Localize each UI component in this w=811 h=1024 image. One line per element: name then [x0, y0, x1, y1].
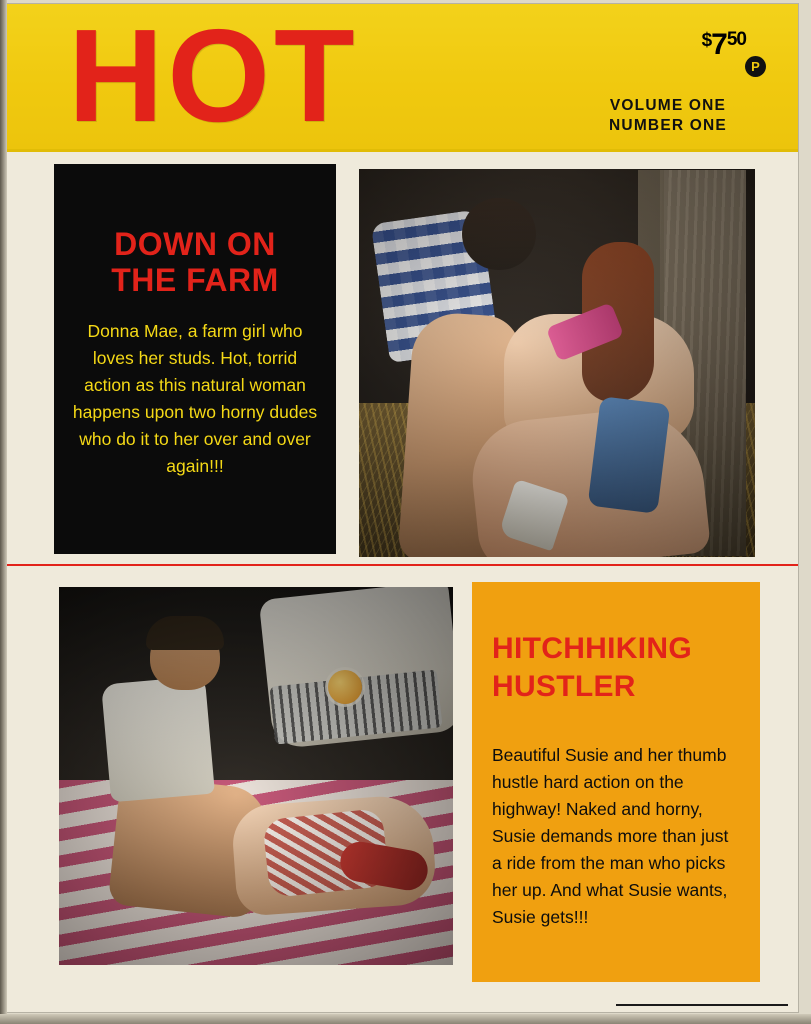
- feature-1-headline: [54, 226, 336, 298]
- roadside-scene-photo: [54, 582, 458, 970]
- feature-1-headline-line-2: THE FARM: [111, 262, 279, 298]
- volume-info: [578, 96, 758, 136]
- price-currency-symbol: $: [701, 30, 712, 51]
- roadside-photo-border: [54, 582, 458, 970]
- feature-down-on-the-farm-panel: [54, 164, 336, 554]
- farm-photo-border: [354, 164, 760, 562]
- feature-hitchhiking-hustler-panel: [472, 582, 760, 982]
- feature-1-headline-line-1: DOWN ON: [114, 226, 276, 262]
- bottom-rule: [616, 1004, 788, 1006]
- feature-1-blurb: Donna Mae, a farm girl who loves her studs. Hot, torrid action as this natural woman happens upon two horny dudes who do it to her over and over again!!!: [72, 321, 318, 476]
- number-line: NUMBER ONE: [609, 117, 727, 134]
- volume-line: VOLUME ONE: [609, 97, 727, 114]
- section-divider-rule: [6, 564, 798, 566]
- feature-2-headline-line-2: HUSTLER: [492, 670, 636, 703]
- scan-edge-bottom: [0, 1014, 811, 1024]
- publisher-logo-icon: P: [745, 56, 766, 77]
- feature-2-blurb: Beautiful Susie and her thumb hustle hard action on the highway! Naked and horny, Susie demands more than just a ride from the man who picks her up. And what Susie wants, Susie gets!!!: [492, 745, 729, 927]
- price-cents: 50: [726, 29, 746, 50]
- cover-price: [702, 28, 746, 62]
- feature-2-headline: [492, 630, 746, 706]
- cover-artwork: [6, 4, 798, 1012]
- magazine-logo: HOT: [68, 4, 359, 149]
- feature-2-headline-line-1: HITCHHIKING: [492, 632, 692, 665]
- price-dollars: 7: [711, 28, 727, 61]
- farm-scene-photo: [354, 164, 760, 562]
- scan-edge-left: [0, 0, 7, 1024]
- masthead-banner: [6, 4, 798, 152]
